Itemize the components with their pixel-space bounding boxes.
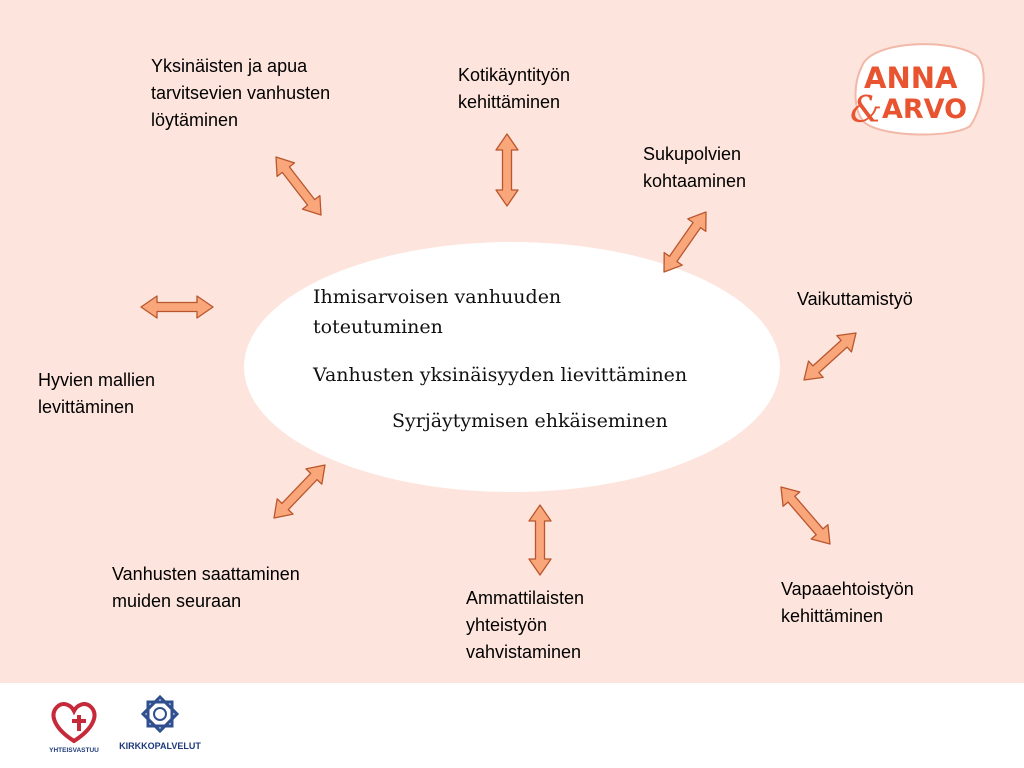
- arrow-vaikuttamis: [804, 333, 856, 380]
- center-line-1: Ihmisarvoisen vanhuuden: [313, 286, 562, 308]
- node-saattaminen: [112, 561, 300, 615]
- star-ornament-icon: [143, 697, 177, 731]
- arrow-vapaaehtois: [781, 487, 830, 544]
- node-sukupolvien-line-2: kohtaaminen: [643, 171, 747, 191]
- node-yksinaisten-line-2: tarvitsevien vanhusten: [151, 83, 331, 103]
- node-saattaminen-line-1: Vanhusten saattaminen: [112, 564, 300, 584]
- arrow-kotikaynti: [496, 134, 518, 206]
- arrow-ammattilaisten: [529, 505, 551, 575]
- cross-icon: [72, 715, 86, 731]
- node-kotikaynti-line-2: kehittäminen: [458, 92, 561, 112]
- center-line-2: toteutuminen: [313, 316, 443, 338]
- arrow-saattaminen: [274, 465, 325, 518]
- yhteisvastuu-logo: [45, 697, 103, 757]
- arrow-yksinaisten: [276, 157, 321, 215]
- logo-anna-text: ANNA: [864, 61, 958, 95]
- node-saattaminen-line-2: muiden seuraan: [112, 591, 242, 611]
- node-ammattilaisten-line-1: Ammattilaisten: [466, 588, 585, 608]
- node-vaikuttamis: [797, 286, 913, 313]
- arrow-sukupolvien: [664, 212, 706, 272]
- node-kotikaynti-line-1: Kotikäyntityön: [458, 65, 571, 85]
- node-vapaaehtois-line-2: kehittäminen: [781, 606, 884, 626]
- center-line-4: Syrjäytymisen ehkäiseminen: [392, 410, 668, 432]
- node-ammattilaisten-line-2: yhteistyön: [466, 615, 548, 635]
- node-ammattilaisten: [466, 585, 584, 666]
- node-ammattilaisten-line-3: vahvistaminen: [466, 642, 582, 662]
- node-sukupolvien: [643, 141, 746, 195]
- logo-ampersand: &: [850, 90, 883, 131]
- node-kotikaynti: [458, 62, 570, 116]
- logo-arvo-text: ARVO: [882, 94, 968, 125]
- node-mallien-line-1: Hyvien mallien: [38, 370, 156, 390]
- kirkkopalvelut-logo: [115, 692, 205, 756]
- anna-arvo-logo: [842, 38, 987, 140]
- arrow-mallien: [141, 296, 213, 318]
- center-line-3: Vanhusten yksinäisyyden lievittäminen: [313, 364, 688, 386]
- node-yksinaisten: [151, 53, 330, 134]
- node-vapaaehtois-line-1: Vapaaehtoistyön: [781, 579, 914, 599]
- node-vaikuttamis-line-1: Vaikuttamistyö: [797, 289, 913, 309]
- node-mallien-line-2: levittäminen: [38, 397, 135, 417]
- node-vapaaehtois: [781, 576, 914, 630]
- node-mallien: [38, 367, 155, 421]
- node-yksinaisten-line-1: Yksinäisten ja apua: [151, 56, 308, 76]
- node-yksinaisten-line-3: löytäminen: [151, 110, 239, 130]
- kirkkopalvelut-text: KIRKKOPALVELUT: [119, 741, 201, 751]
- node-sukupolvien-line-1: Sukupolvien: [643, 144, 742, 164]
- yhteisvastuu-text: YHTEISVASTUU: [49, 747, 99, 754]
